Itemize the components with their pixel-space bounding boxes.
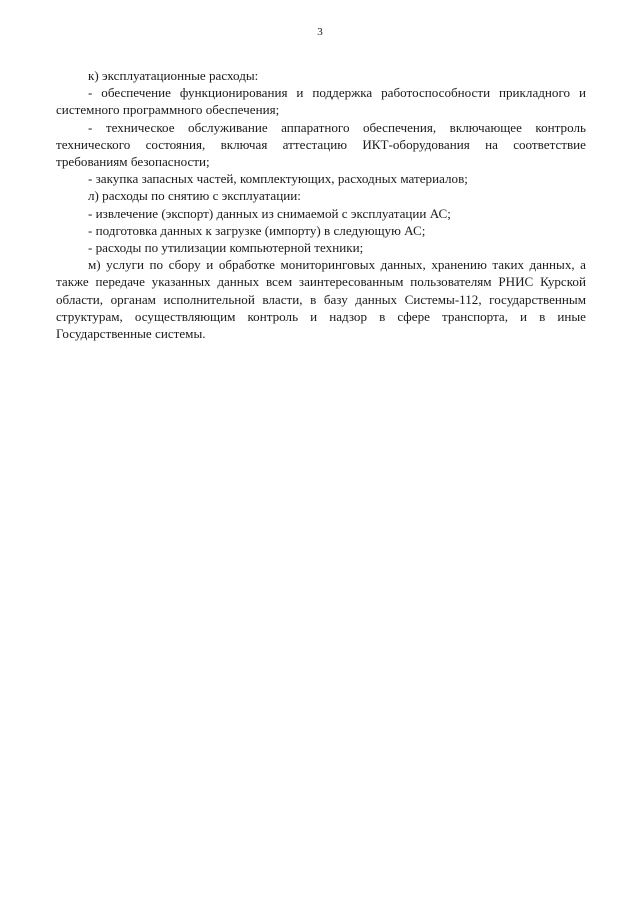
page-number: 3 [317,26,323,38]
item-l-data-import: - подготовка данных к загрузке (импорту) в следующую АС; [88,222,426,238]
item-l-disposal: - расходы по утилизации компьютерной техники; [88,240,364,256]
item-l-heading: л) расходы по снятию с эксплуатации: [88,188,301,204]
item-m-monitoring-services: м) услуги по сбору и обработке мониторинговых данных, хранению таких данных, а также передаче указанных данных всем заинтересованным пользователям РНИС Курской области, органам исполнительной власти, в базу данных Системы-112, государственным структурам, осуществляющим контроль и надзор в сфере транспорта, и в иные Государственные системы. [56,257,586,342]
item-k-hardware-maintenance: - техническое обслуживание аппаратного обеспечения, включающее контроль технического состояния, включая аттестацию ИКТ-оборудования на соответствие требованиям безопасности; [56,119,586,170]
document-body [56,67,586,342]
item-k-spare-parts: - закупка запасных частей, комплектующих, расходных материалов; [88,171,468,187]
item-k-software-support: - обеспечение функционирования и поддержка работоспособности прикладного и системного программного обеспечения; [56,85,586,118]
item-l-data-export: - извлечение (экспорт) данных из снимаемой с эксплуатации АС; [88,205,451,221]
item-k-heading: к) эксплуатационные расходы: [88,68,259,83]
